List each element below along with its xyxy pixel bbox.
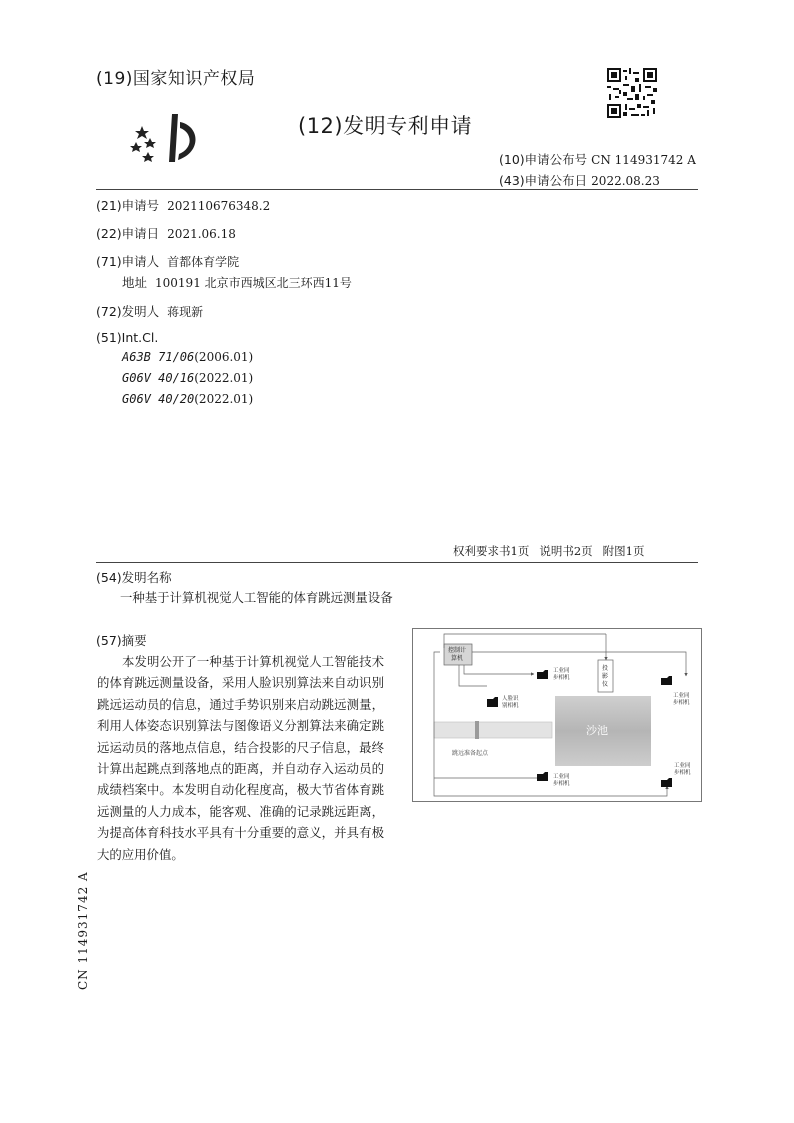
svg-text:工业同: 工业同: [673, 693, 690, 699]
svg-text:步相机: 步相机: [674, 770, 691, 776]
svg-text:投: 投: [602, 665, 609, 672]
abstract-text: 本发明公开了一种基于计算机视觉人工智能技术的体育跳远测量设备，采用人脸识别算法来自动识别跳远运动员的信息，通过手势识别来启动跳远测量，利用人体姿态识别算法与图像语义分割算法来确定跳远运动员的落地点信息，结合投影的尺子信息，最终计算出起跳点到落地点的距离，并自动存入运动员的成绩档案中。本发明自动化程度高，极大节省体育跳远测量的人力成本，能客观、准确的记录跳远距离，为提高体育科技水平具有十分重要的意义，并具有极大的应用价值。: [97, 654, 384, 862]
abstract-figure: [412, 628, 702, 802]
section-divider: [96, 562, 698, 563]
cnipa-logo: [128, 108, 208, 168]
header-divider: [96, 189, 698, 190]
svg-text:人脸识: 人脸识: [502, 696, 519, 702]
svg-text:算机: 算机: [451, 655, 464, 662]
runway: [434, 722, 552, 738]
abstract-label: (57)摘要: [96, 633, 147, 648]
inventor: (72)发明人 蒋现新: [96, 304, 204, 319]
ipc-class: G06V 40/20(2022.01): [122, 392, 254, 406]
page-counts: [453, 543, 654, 559]
drawing-pages: 附图1页: [602, 544, 645, 558]
document-type: (12)发明专利申请: [298, 114, 473, 138]
svg-text:工业同: 工业同: [553, 668, 570, 674]
applicant: (71)申请人 首都体育学院: [96, 254, 240, 269]
takeoff-label: 跳远准备起点: [452, 750, 489, 757]
sandpit-label: 沙池: [586, 724, 608, 737]
claims-pages: 权利要求书1页: [453, 544, 530, 558]
application-number: (21)申请号 202110676348.2: [96, 198, 271, 213]
svg-text:影: 影: [602, 673, 609, 680]
svg-text:工业同: 工业同: [553, 774, 570, 780]
publication-number: (10)申请公布号 CN 114931742 A: [499, 152, 696, 167]
svg-text:步相机: 步相机: [553, 675, 570, 681]
ipc-class: A63B 71/06(2006.01): [122, 350, 254, 364]
svg-text:工业同: 工业同: [674, 763, 691, 769]
publication-date: (43)申请公布日 2022.08.23: [499, 173, 660, 188]
applicant-address: 地址 100191 北京市西城区北三环西11号: [122, 275, 352, 290]
office-name: (19)国家知识产权局: [96, 69, 256, 89]
ipc-class: G06V 40/16(2022.01): [122, 371, 254, 385]
svg-text:控制计: 控制计: [448, 647, 467, 654]
qr-code: [607, 68, 657, 118]
ipc-label: (51)Int.Cl.: [96, 330, 159, 345]
invention-title: 一种基于计算机视觉人工智能的体育跳远测量设备: [120, 590, 393, 605]
description-pages: 说明书2页: [539, 544, 593, 558]
side-publication-number: CN 114931742 A: [76, 871, 90, 990]
svg-text:仪: 仪: [602, 681, 609, 688]
svg-text:别相机: 别相机: [502, 703, 519, 709]
takeoff-board: [475, 721, 479, 739]
svg-text:步相机: 步相机: [673, 700, 690, 706]
svg-text:步相机: 步相机: [553, 781, 570, 787]
title-label: (54)发明名称: [96, 570, 172, 585]
application-date: (22)申请日 2021.06.18: [96, 226, 236, 241]
